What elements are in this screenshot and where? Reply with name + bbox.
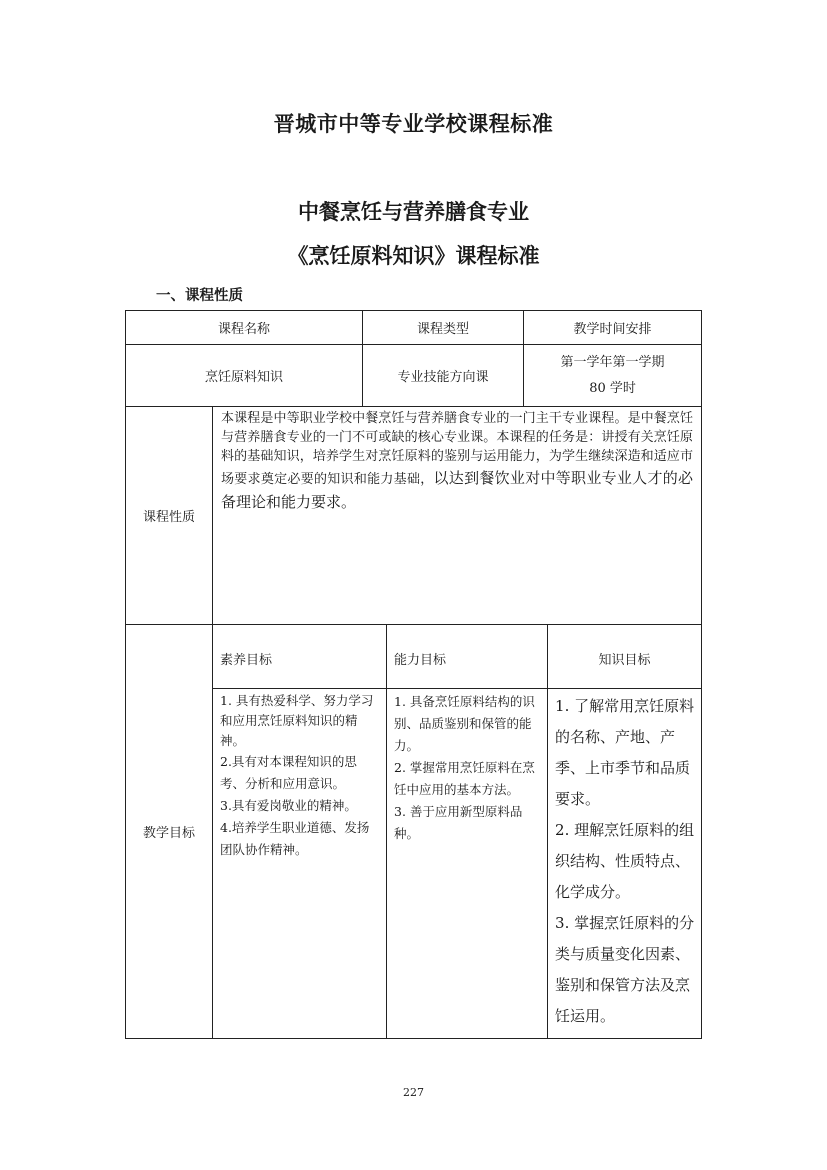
- course-nature-row: [126, 407, 702, 625]
- ability-goals-cell: [387, 689, 548, 1039]
- goals-content-row: [126, 689, 702, 1039]
- major-subtitle: 中餐烹饪与营养膳食专业: [298, 200, 529, 224]
- nature-text-part2: 以达到餐饮业对中等职业专业人才的必备理论和能力要求。: [221, 469, 694, 511]
- page-number: 227: [403, 1086, 424, 1099]
- list-item: 3.具有爱岗敬业的精神。: [220, 798, 357, 813]
- list-item: 1. 了解常用烹饪原料的名称、产地、产季、上市季节和品质要求。: [555, 697, 695, 808]
- header-course-type: 课程类型: [363, 311, 524, 345]
- section-heading: 一、课程性质: [156, 288, 243, 304]
- goal-header-literacy: 素养目标: [213, 625, 387, 689]
- goals-label: 教学目标: [126, 625, 213, 1039]
- header-course-name: 课程名称: [126, 311, 363, 345]
- list-item: 2. 理解烹饪原料的组织结构、性质特点、化学成分。: [555, 821, 695, 901]
- list-item: 1. 具备烹饪原料结构的识别、品质鉴别和保管的能力。: [394, 694, 535, 753]
- table-header-row: [126, 311, 702, 345]
- course-title: 《烹饪原料知识》课程标准: [287, 244, 540, 268]
- list-item: 2. 掌握常用烹饪原料在烹饪中应用的基本方法。: [394, 760, 535, 797]
- list-item: 4.培养学生职业道德、发扬团队协作精神。: [220, 820, 370, 857]
- list-item: 3. 掌握烹饪原料的分类与质量变化因素、鉴别和保管方法及烹饪运用。: [555, 914, 695, 1025]
- schedule-term: 第一学年第一学期: [560, 354, 665, 370]
- table-row: [126, 345, 702, 407]
- course-name-cell: 烹饪原料知识: [126, 345, 363, 407]
- list-item: 2.具有对本课程知识的思考、分析和应用意识。: [220, 754, 357, 791]
- literacy-goals-cell: [213, 689, 387, 1039]
- header-schedule: 教学时间安排: [524, 311, 702, 345]
- schedule-cell: [524, 345, 702, 407]
- nature-description: [213, 407, 702, 625]
- course-type-cell: 专业技能方向课: [363, 345, 524, 407]
- list-item: 1. 具有热爱科学、努力学习和应用烹饪原料知识的精神。: [220, 693, 374, 748]
- goal-header-ability: 能力目标: [387, 625, 548, 689]
- nature-text-part1: 本课程是中等职业学校中餐烹饪与营养膳食专业的一门主干专业课程。是中餐烹饪与营养膳食专业的一门不可或缺的核心专业课。本课程的任务是：讲授有关烹饪原料的基础知识，培养学生对烹饪原料的鉴别与运用能力，为学生继续深造和适应市场要求奠定必要的知识和能力基础，: [221, 411, 694, 487]
- goals-header-row: [126, 625, 702, 689]
- list-item: 3. 善于应用新型原料品种。: [394, 804, 523, 841]
- course-standard-table: [125, 310, 702, 1039]
- nature-label: 课程性质: [126, 407, 213, 625]
- schedule-hours: 80 学时: [589, 380, 636, 396]
- goal-header-knowledge: 知识目标: [548, 625, 702, 689]
- knowledge-goals-cell: [548, 689, 702, 1039]
- document-title: 晋城市中等专业学校课程标准: [273, 112, 554, 136]
